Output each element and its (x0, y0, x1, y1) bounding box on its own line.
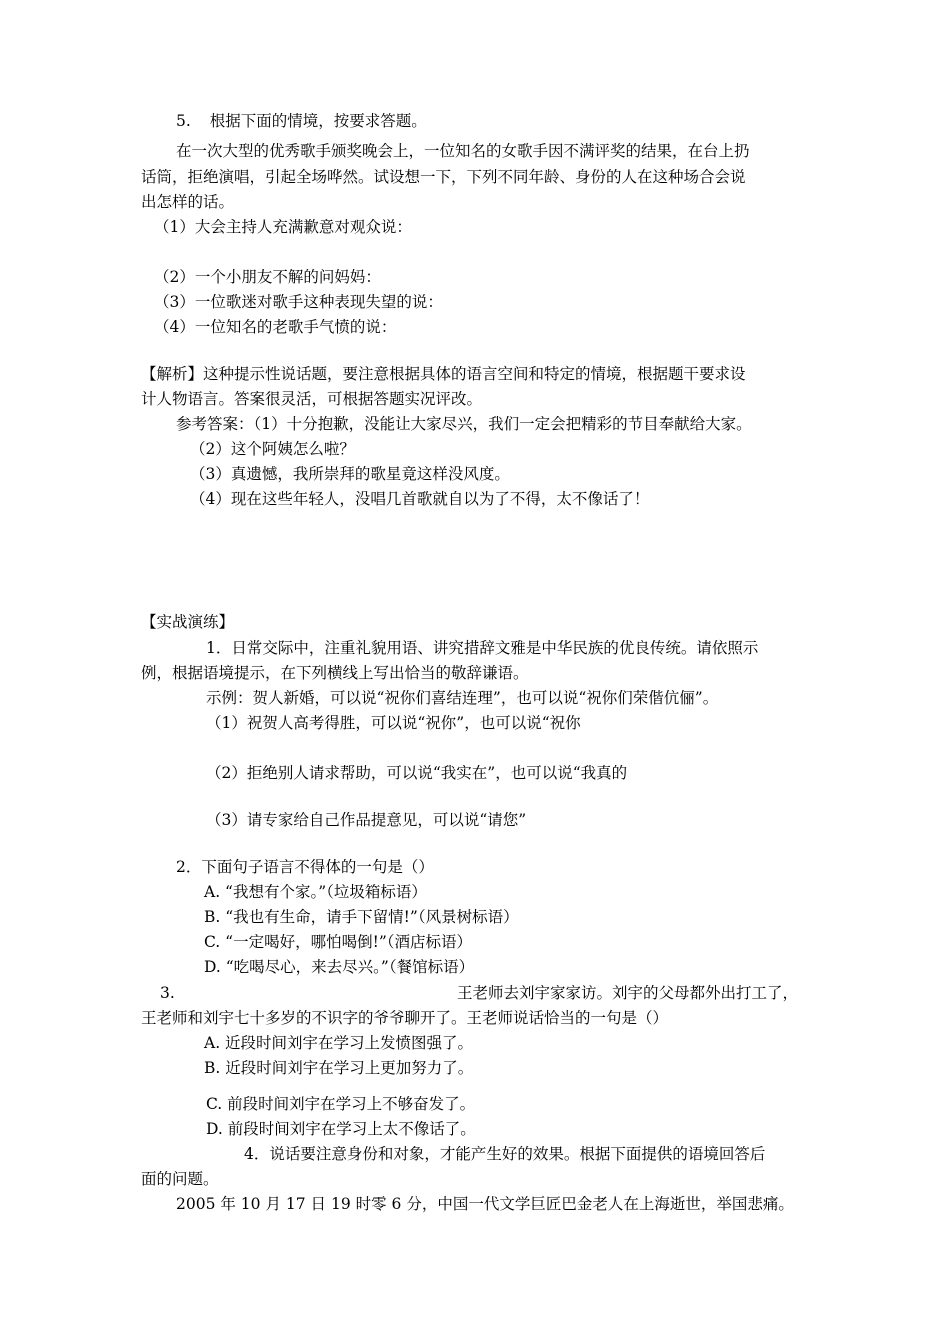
q5-analysis-line-2: 计人物语言。答案很灵活，可根据答题实况评改。 (141, 390, 483, 408)
practice-q3-line-1: 王老师去刘宇家家访。刘宇的父母都外出打工了， (457, 984, 799, 1002)
q5-analysis-line-1: 【解析】这种提示性说话题，要注意根据具体的语言空间和特定的情境，根据题干要求设 (141, 365, 746, 383)
q5-item-4: （4）一位知名的老歌手气愤的说： (154, 318, 397, 336)
practice-q1-item-3: （3）请专家给自己作品提意见，可以说“请您” (206, 811, 527, 829)
practice-q2-option-a: A. “我想有个家。”（垃圾箱标语） (204, 883, 427, 901)
q5-context-line-1: 在一次大型的优秀歌手颁奖晚会上，一位知名的女歌手因不满评奖的结果，在台上扔 (176, 142, 750, 160)
practice-q3-option-b: B. 近段时间刘宇在学习上更加努力了。 (204, 1059, 474, 1077)
q5-answer-4: （4）现在这些年轻人，没唱几首歌就自以为了不得，太不像话了！ (190, 490, 650, 508)
q5-item-1: （1）大会主持人充满歉意对观众说： (154, 218, 412, 236)
q5-title: 5. 根据下面的情境，按要求答题。 (176, 112, 427, 130)
practice-q1-line-1: 1．日常交际中，注重礼貌用语、讲究措辞文雅是中华民族的优良传统。请依照示 (206, 639, 759, 657)
practice-q4-line-2: 面的问题。 (141, 1170, 219, 1188)
practice-q3-option-c: C. 前段时间刘宇在学习上不够奋发了。 (206, 1095, 476, 1113)
practice-q2-option-d: D. “吃喝尽心，来去尽兴。”（餐馆标语） (204, 958, 475, 976)
q5-context-line-2: 话筒，拒绝演唱，引起全场哗然。试设想一下，下列不同年龄、身份的人在这种场合会说 (141, 168, 746, 186)
practice-q3-option-d: D. 前段时间刘宇在学习上太不像话了。 (206, 1120, 476, 1138)
q5-item-3: （3）一位歌迷对歌手这种表现失望的说： (154, 293, 443, 311)
practice-heading: 【实战演练】 (141, 613, 235, 631)
practice-q3-line-2: 王老师和刘宇七十多岁的不识字的爷爷聊开了。王老师说话恰当的一句是（） (141, 1009, 669, 1027)
q5-item-2: （2）一个小朋友不解的问妈妈： (154, 268, 381, 286)
practice-q2-stem: 2．下面句子语言不得体的一句是（） (176, 858, 434, 876)
q5-context-line-3: 出怎样的话。 (141, 193, 235, 211)
practice-q4-line-1: 4．说话要注意身份和对象，才能产生好的效果。根据下面提供的语境回答后 (244, 1145, 766, 1163)
practice-q1-line-2: 例，根据语境提示，在下列横线上写出恰当的敬辞谦语。 (141, 664, 529, 682)
practice-q2-option-b: B. “我也有生命，请手下留情!”（风景树标语） (204, 908, 519, 926)
practice-q3-option-a: A. 近段时间刘宇在学习上发愤图强了。 (204, 1034, 474, 1052)
practice-q1-example: 示例：贺人新婚，可以说“祝你们喜结连理”，也可以说“祝你们荣偕伉俪”。 (206, 689, 719, 707)
practice-q4-context: 2005 年 10 月 17 日 19 时零 6 分，中国一代文学巨匠巴金老人在上海逝世，举国悲痛。 (176, 1195, 794, 1213)
practice-q1-item-2: （2）拒绝别人请求帮助，可以说“我实在”，也可以说“我真的 (206, 764, 628, 782)
q5-answer-3: （3）真遗憾，我所崇拜的歌星竟这样没风度。 (190, 465, 510, 483)
practice-q1-item-1: （1）祝贺人高考得胜，可以说“祝你”，也可以说“祝你 (206, 714, 581, 732)
practice-q2-option-c: C. “一定喝好，哪怕喝倒!”（酒店标语） (204, 933, 472, 951)
q5-answer-1: 参考答案：（1）十分抱歉，没能让大家尽兴，我们一定会把精彩的节目奉献给大家。 (176, 415, 752, 433)
q5-answer-2: （2）这个阿姨怎么啦？ (190, 440, 355, 458)
practice-q3-number: 3. (160, 984, 175, 1002)
